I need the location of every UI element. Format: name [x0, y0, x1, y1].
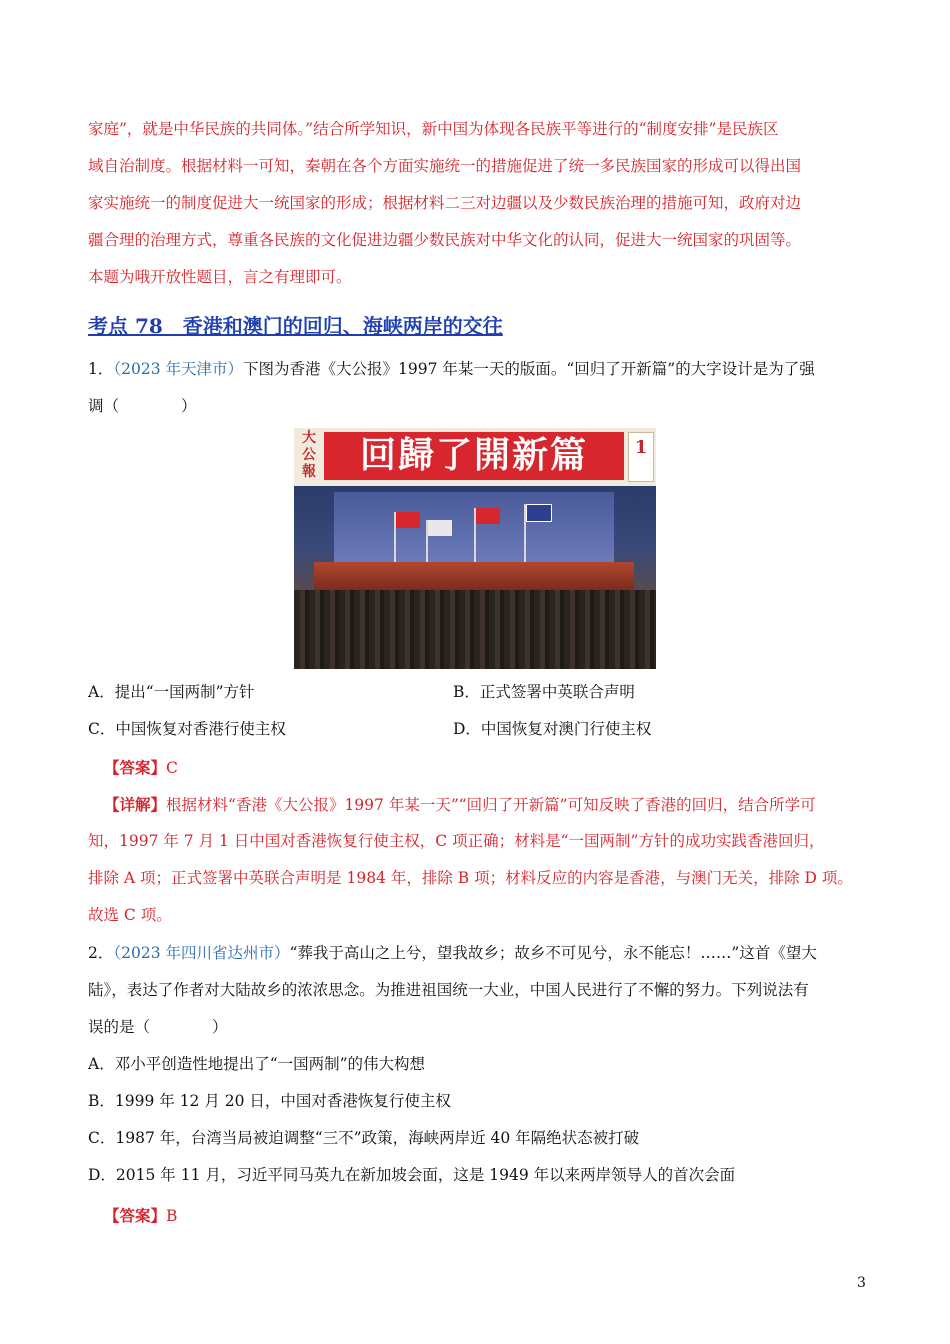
option-c: C．中国恢复对香港行使主权 [88, 720, 286, 738]
question-1-answer [104, 749, 178, 787]
analysis-line: 家庭”，就是中华民族的共同体。”结合所学知识，新中国为体现各民族平等进行的“制度安排”是民族区 [88, 120, 779, 138]
detail-line: 排除 A 项；正式签署中英联合声明是 1984 年，排除 B 项；材料反应的内容是香港，与澳门无关，排除 D 项。 [88, 869, 853, 887]
answer-value: C [166, 759, 178, 777]
stage-platform [314, 562, 634, 590]
detail-line: 知，1997 年 7 月 1 日中国对香港恢复行使主权，C 项正确；材料是“一国两制”方针的成功实践香港回归， [88, 832, 825, 850]
detail-line: 故选 C 项。 [88, 906, 172, 924]
question-source: （2023 年天津市） [113, 360, 243, 378]
option-d: D．中国恢复对澳门行使主权 [453, 720, 652, 738]
analysis-line: 家实施统一的制度促进大一统国家的形成；根据材料二三对边疆以及少数民族治理的措施可知，政府对边 [88, 194, 802, 212]
question-stem: “葬我于高山之上兮，望我故乡；故乡不可见兮，永不能忘！……”这首《望大 [289, 944, 817, 962]
question-1-options-row [88, 674, 863, 711]
analysis-line: 域自治制度。根据材料一可知，秦朝在各个方面实施统一的措施促进了统一多民族国家的形成可以得出国 [88, 157, 802, 175]
question-stem: 误的是（ ） [88, 1018, 228, 1036]
question-stem: 陆》，表达了作者对大陆故乡的浓浓思念。为推进祖国统一大业，中国人民进行了不懈的努力。下列说法有 [88, 981, 809, 999]
question-2-answer [104, 1197, 177, 1235]
newspaper-masthead: 大公報 [302, 430, 316, 480]
question-1-stem [88, 351, 863, 425]
option-b: B．1999 年 12 月 20 日，中国对香港恢复行使主权 [88, 1092, 451, 1110]
flag [526, 504, 552, 522]
question-number: 1． [88, 360, 114, 378]
flag [476, 508, 500, 524]
newspaper-headline: 回歸了開新篇 [324, 432, 624, 480]
detail-line: 根据材料“香港《大公报》1997 年某一天”“回归了开新篇”可知反映了香港的回归，结合所学可 [166, 796, 816, 814]
answer-label: 【答案】 [104, 758, 167, 777]
option-c: C．1987 年，台湾当局被迫调整“三不”政策，海峡两岸近 40 年隔绝状态被打破 [88, 1129, 640, 1147]
analysis-paragraph [88, 111, 863, 296]
question-1-detail [88, 786, 863, 934]
section-heading: 考点 78 香港和澳门的回归、海峡两岸的交往 [88, 314, 503, 338]
question-source: （2023 年四川省达州市） [113, 944, 290, 962]
newspaper-photo [294, 428, 656, 669]
option-b: B．正式签署中英联合声明 [453, 683, 635, 701]
page-number: 3 [857, 1275, 866, 1291]
question-stem: 下图为香港《大公报》1997 年某一天的版面。“回归了开新篇”的大字设计是为了强 [243, 360, 815, 378]
question-2-stem [88, 935, 863, 1194]
detail-label: 【详解】 [104, 795, 167, 814]
option-a: A．邓小平创造性地提出了“一国两制”的伟大构想 [88, 1055, 426, 1073]
flag [396, 512, 420, 528]
option-a: A．提出“一国两制”方针 [88, 683, 255, 701]
analysis-line: 疆合理的治理方式，尊重各民族的文化促进边疆少数民族对中华文化的认同，促进大一统国家的巩固等。 [88, 231, 802, 249]
crowd [294, 590, 656, 669]
question-1-options-row [88, 711, 863, 748]
answer-label: 【答案】 [104, 1206, 167, 1225]
newspaper-banner [294, 428, 656, 486]
newspaper-date: 1 [628, 432, 654, 482]
flag [428, 520, 452, 536]
question-number: 2． [88, 944, 114, 962]
option-d: D．2015 年 11 月，习近平同马英九在新加坡会面，这是 1949 年以来两岸领导人的首次会面 [88, 1166, 736, 1184]
analysis-line: 本题为哦开放性题目，言之有理即可。 [88, 268, 352, 286]
question-stem: 调（ ） [88, 397, 197, 415]
answer-value: B [166, 1207, 178, 1225]
